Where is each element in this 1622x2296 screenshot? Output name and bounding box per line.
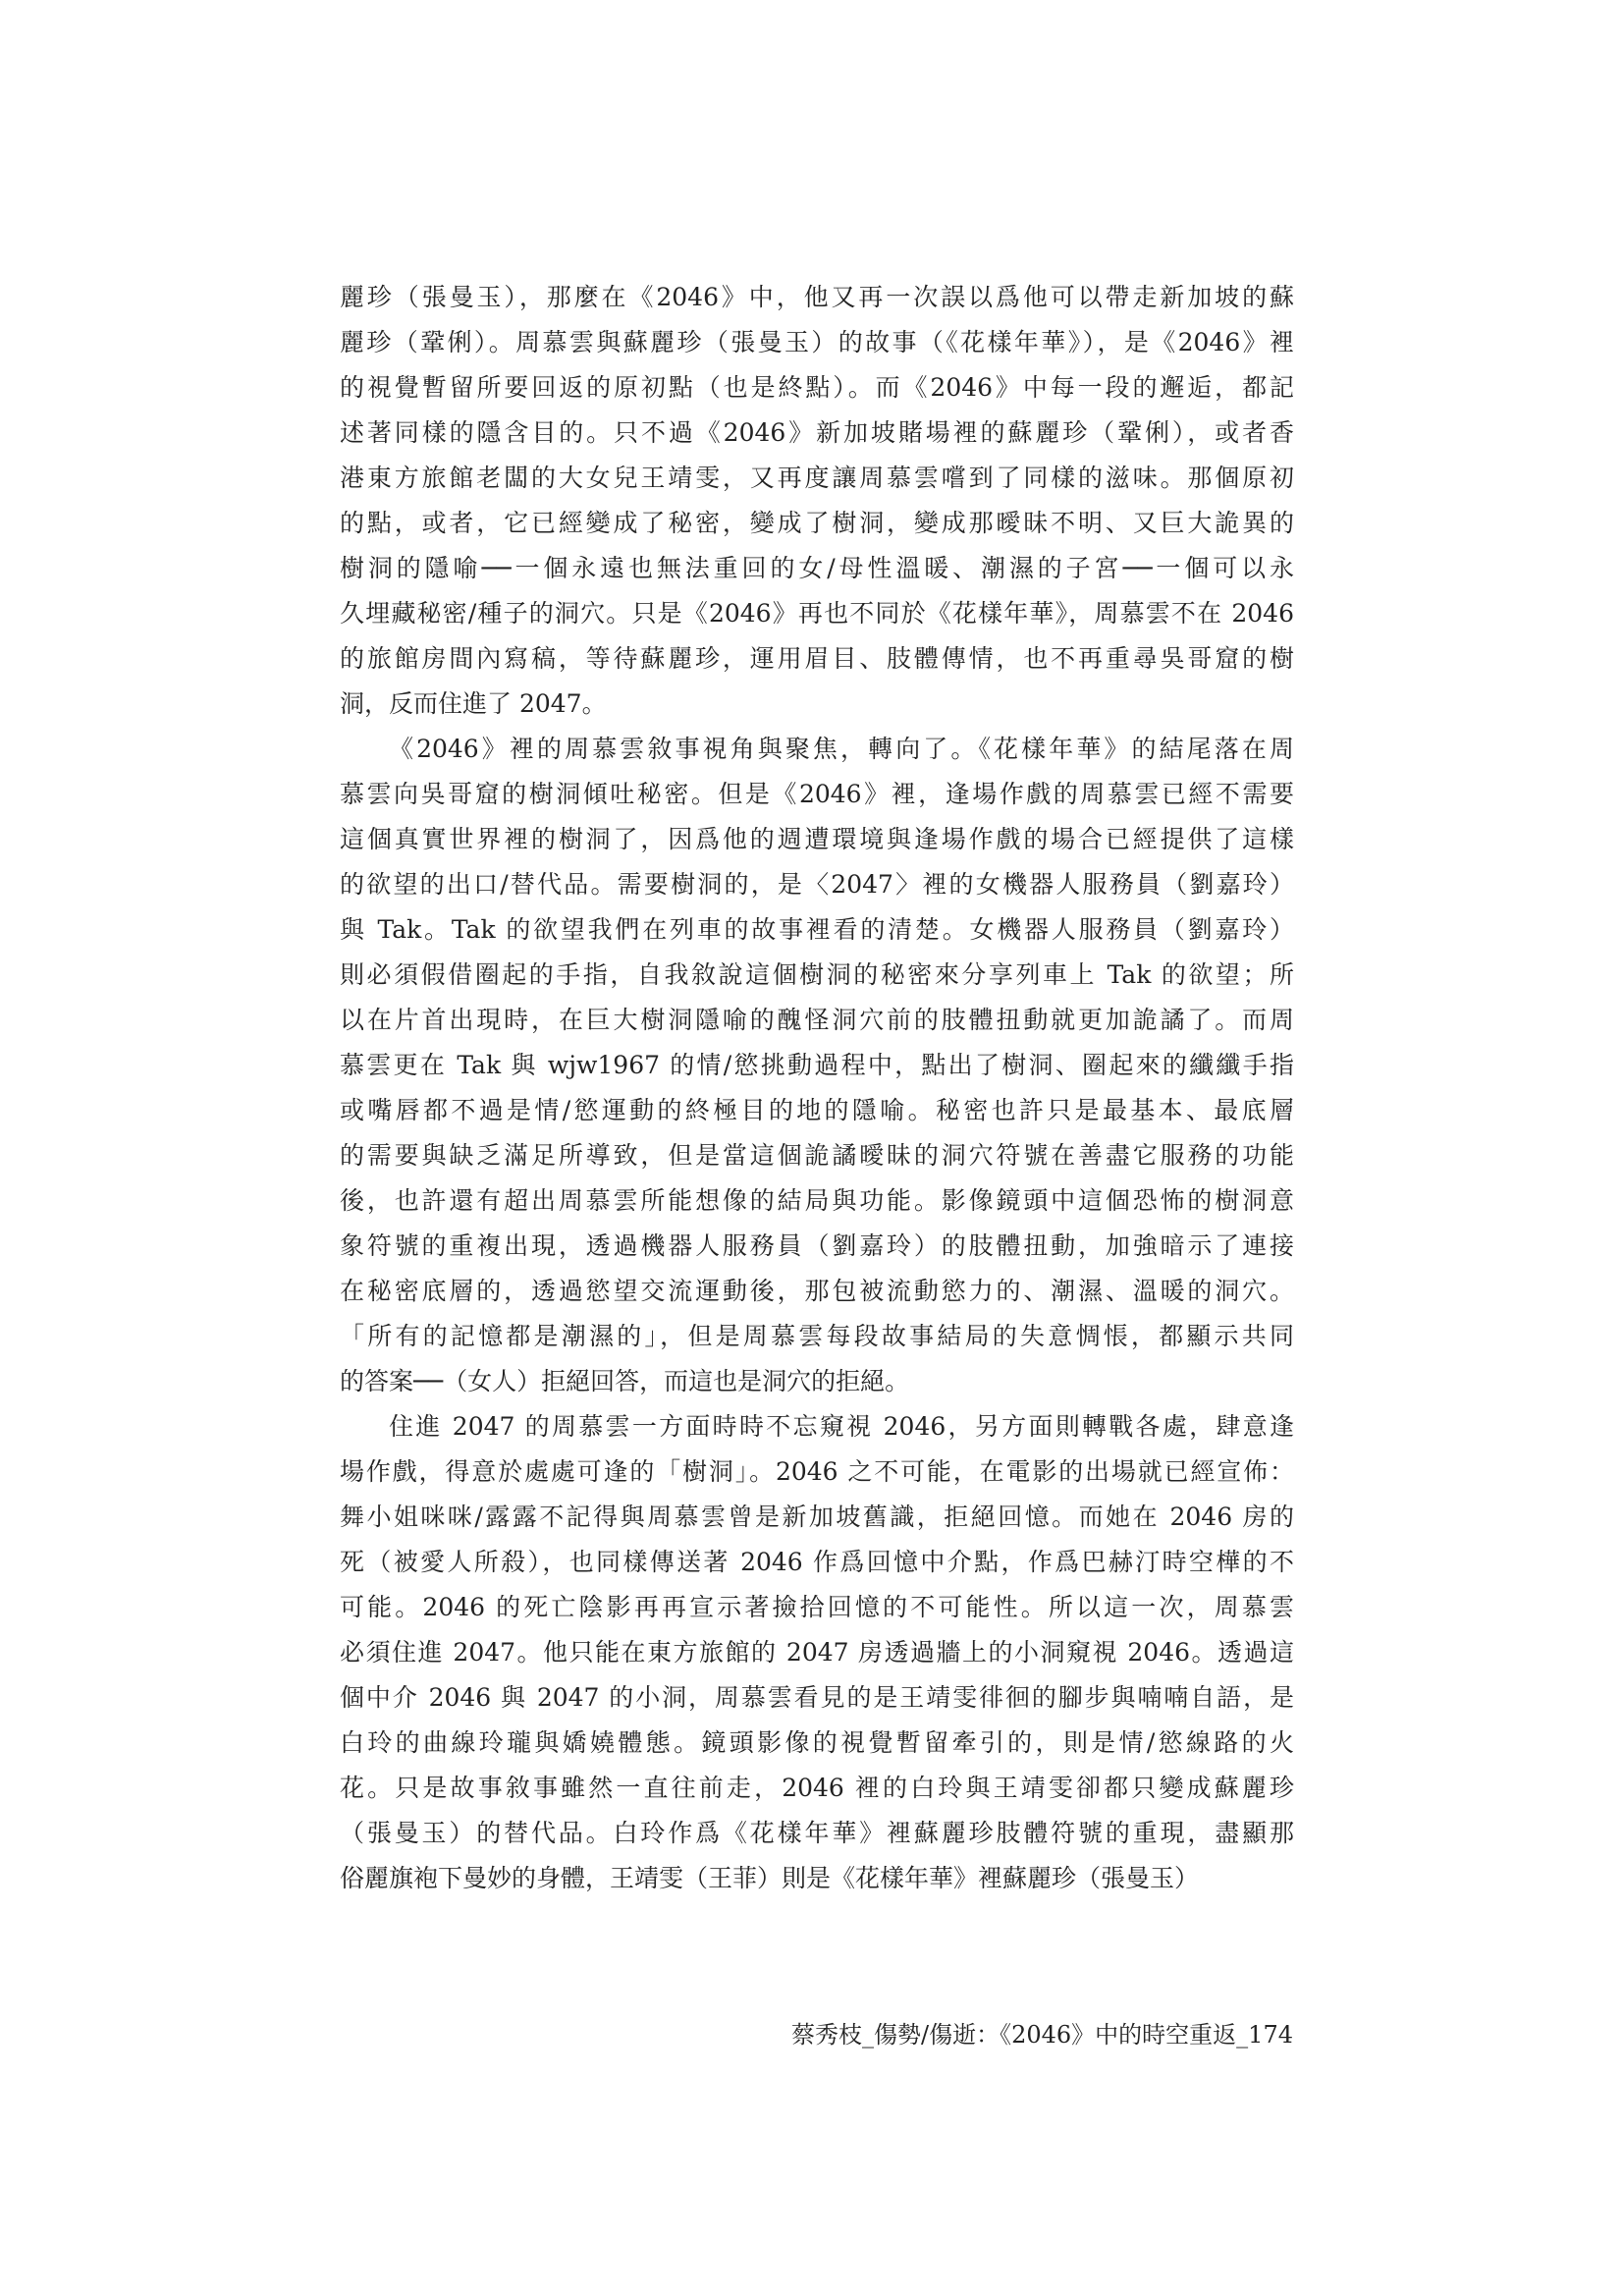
text-line: 在秘密底層的，透過慾望交流運動後，那包被流動慾力的、潮濕、溫暖的洞穴。 [340,1277,1294,1305]
text-line: 洞，反而住進了 2047。 [340,689,607,718]
text-line: 的點，或者，它已經變成了秘密，變成了樹洞，變成那曖昧不明、又巨大詭異的 [340,509,1294,537]
text-line: 以在片首出現時，在巨大樹洞隱喻的醜怪洞穴前的肢體扭動就更加詭譎了。而周 [340,1006,1294,1034]
text-line: 場作戲，得意於處處可逢的「樹洞」。2046 之不可能，在電影的出場就已經宣佈： [340,1457,1294,1486]
text-line: 花。只是故事敘事雖然一直往前走，2046 裡的白玲與王靖雯卻都只變成蘇麗珍 [340,1774,1294,1802]
paragraph [340,275,1294,727]
text-line: 象符號的重複出現，透過機器人服務員（劉嘉玲）的肢體扭動，加強暗示了連接 [340,1231,1294,1260]
text-line: 死（被愛人所殺），也同樣傳送著 2046 作爲回憶中介點，作爲巴赫汀時空樺的不 [340,1548,1294,1576]
text-line: 與 Tak。Tak 的欲望我們在列車的故事裡看的清楚。女機器人服務員（劉嘉玲） [340,915,1294,944]
text-line: 「所有的記憶都是潮濕的」，但是周慕雲每段故事結局的失意惆悵，都顯示共同 [340,1322,1294,1350]
text-line: 或嘴唇都不過是情/慾運動的終極目的地的隱喻。秘密也許只是最基本、最底層 [340,1096,1294,1124]
body-text [340,275,1294,1901]
text-line: 這個真實世界裡的樹洞了，因爲他的週遭環境與逢場作戲的場合已經提供了這樣 [340,825,1294,853]
text-line: 港東方旅館老闆的大女兒王靖雯，又再度讓周慕雲嚐到了同樣的滋味。那個原初 [340,464,1294,492]
text-line: 麗珍（鞏俐）。周慕雲與蘇麗珍（張曼玉）的故事（《花樣年華》），是《2046》裡 [340,328,1294,356]
text-line: 述著同樣的隱含目的。只不過《2046》新加坡賭場裡的蘇麗珍（鞏俐），或者香 [340,418,1294,447]
text-line: 《2046》裡的周慕雲敘事視角與聚焦，轉向了。《花樣年華》的結尾落在周 [389,735,1294,763]
text-line: 舞小姐咪咪/露露不記得與周慕雲曾是新加坡舊識，拒絕回憶。而她在 2046 房的 [340,1503,1294,1531]
text-line: 則必須假借圈起的手指，自我敘說這個樹洞的秘密來分享列車上 Tak 的欲望；所 [340,960,1294,989]
text-line: 俗麗旗袍下曼妙的身體，王靖雯（王菲）則是《花樣年華》裡蘇麗珍（張曼玉） [340,1864,1200,1892]
paragraph [340,727,1294,1404]
text-line: 久埋藏秘密/種子的洞穴。只是《2046》再也不同於《花樣年華》，周慕雲不在 2046 [340,599,1294,628]
text-line: 後，也許還有超出周慕雲所能想像的結局與功能。影像鏡頭中這個恐怖的樹洞意 [340,1186,1294,1215]
paragraph [340,1404,1294,1901]
text-line: 住進 2047 的周慕雲一方面時時不忘窺視 2046，另方面則轉戰各處，肆意逢 [389,1412,1294,1441]
page-footer: 蔡秀枝_傷勢/傷逝：《2046》中的時空重返_174 [791,2021,1293,2049]
text-line: 必須住進 2047。他只能在東方旅館的 2047 房透過牆上的小洞窺視 2046。透過這 [340,1638,1294,1667]
text-line: 樹洞的隱喻──一個永遠也無法重回的女/母性溫暖、潮濕的子宮──一個可以永 [340,554,1294,582]
text-line: 白玲的曲線玲瓏與嬌嬈體態。鏡頭影像的視覺暫留牽引的，則是情/慾線路的火 [340,1728,1294,1757]
text-line: 的旅館房間內寫稿，等待蘇麗珍，運用眉目、肢體傳情，也不再重尋吳哥窟的樹 [340,644,1294,673]
text-line: 慕雲更在 Tak 與 wjw1967 的情/慾挑動過程中，點出了樹洞、圈起來的纖纖手指 [340,1051,1294,1079]
text-line: 的需要與缺乏滿足所導致，但是當這個詭譎曖昧的洞穴符號在善盡它服務的功能 [340,1141,1294,1170]
text-line: 的答案──（女人）拒絕回答，而這也是洞穴的拒絕。 [340,1367,910,1395]
text-line: （張曼玉）的替代品。白玲作爲《花樣年華》裡蘇麗珍肢體符號的重現，盡顯那 [340,1819,1294,1847]
text-line: 麗珍（張曼玉），那麼在《2046》中，他又再一次誤以爲他可以帶走新加坡的蘇 [340,283,1294,311]
text-line: 慕雲向吳哥窟的樹洞傾吐秘密。但是《2046》裡，逢場作戲的周慕雲已經不需要 [340,780,1294,808]
text-line: 的視覺暫留所要回返的原初點（也是終點）。而《2046》中每一段的邂逅，都記 [340,373,1294,402]
text-line: 個中介 2046 與 2047 的小洞，周慕雲看見的是王靖雯徘徊的腳步與喃喃自語，是 [340,1683,1294,1712]
text-line: 可能。2046 的死亡陰影再再宣示著撿拾回憶的不可能性。所以這一次，周慕雲 [340,1593,1294,1621]
text-line: 的欲望的出口/替代品。需要樹洞的，是〈2047〉裡的女機器人服務員（劉嘉玲） [340,870,1294,899]
